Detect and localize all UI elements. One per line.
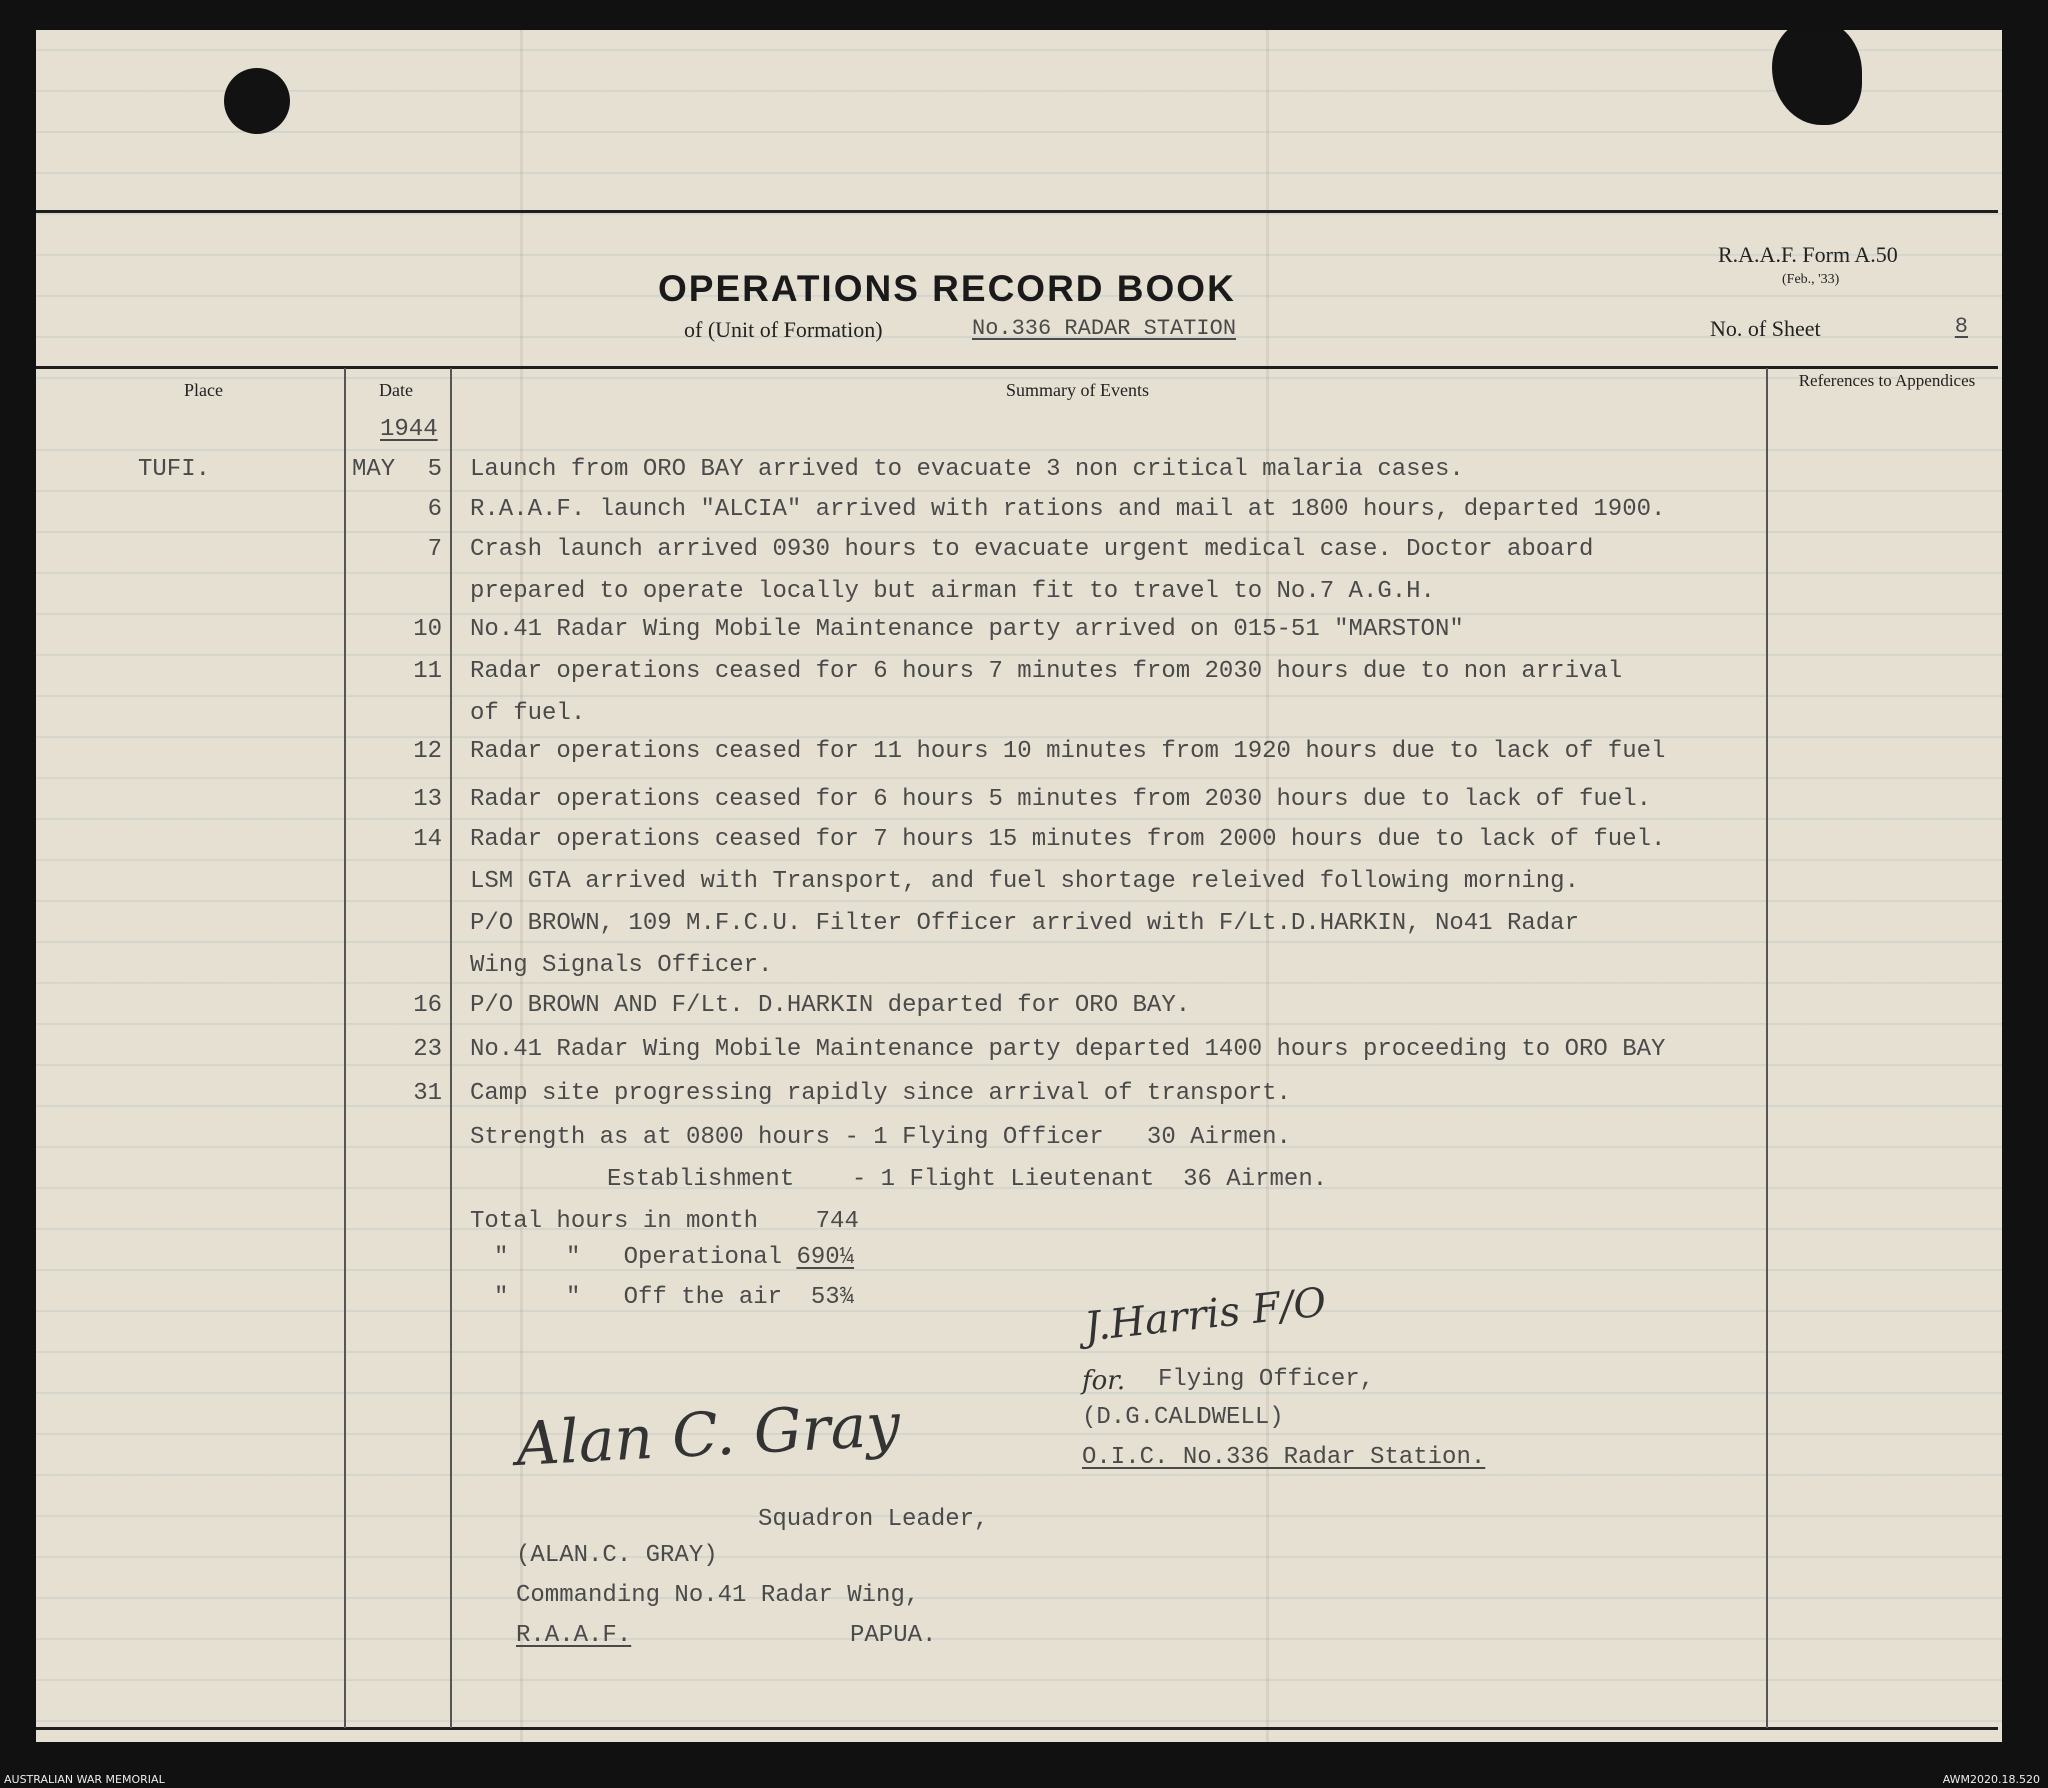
total-hours-line: Total hours in month 744 (470, 1208, 859, 1235)
caldwell-rank: Flying Officer, (1158, 1366, 1375, 1393)
column-header-references: References to Appendices (1798, 371, 1976, 390)
punch-hole-left (224, 68, 290, 134)
unit-value: No.336 RADAR STATION (972, 316, 1237, 341)
strength-line: Strength as at 0800 hours - 1 Flying Officer 30 Airmen. (470, 1124, 1291, 1151)
gray-name: (ALAN.C. GRAY) (516, 1542, 718, 1569)
entry-date: 7 (427, 536, 442, 563)
entry-text: Wing Signals Officer. (470, 952, 773, 979)
signature-caldwell: J.Harris F/O (1082, 1279, 1329, 1351)
entry-date: 6 (427, 496, 442, 523)
sheet-label: No. of Sheet (1710, 316, 1821, 341)
gray-title: Commanding No.41 Radar Wing, (516, 1582, 920, 1609)
entry-date: 10 (413, 616, 442, 643)
column-divider-summary (1766, 368, 1768, 1728)
caldwell-title: O.I.C. No.336 Radar Station. (1082, 1444, 1486, 1471)
form-name: R.A.A.F. Form A.50 (1718, 242, 1898, 267)
year: 1944 (380, 416, 438, 443)
entry-text: Radar operations ceased for 6 hours 5 minutes from 2030 hours due to lack of fuel. (470, 786, 1651, 813)
header-rule-bottom (36, 366, 1998, 369)
page-title: OPERATIONS RECORD BOOK (658, 268, 1236, 309)
footer-rule (36, 1727, 1998, 1730)
entry-text: Radar operations ceased for 11 hours 10 minutes from 1920 hours due to lack of fuel (470, 738, 1666, 765)
sheet-value: 8 (1954, 314, 1968, 339)
gray-rank: Squadron Leader, (758, 1506, 989, 1533)
operational-label: " " Operational (494, 1244, 797, 1271)
month: MAY (352, 456, 396, 483)
entry-text: Launch from ORO BAY arrived to evacuate 3 non critical malaria cases. (470, 456, 1464, 483)
entry-text: prepared to operate locally but airman fit to travel to No.7 A.G.H. (470, 578, 1435, 605)
entry-text: P/O BROWN AND F/Lt. D.HARKIN departed for ORO BAY. (470, 992, 1191, 1019)
entry-text: No.41 Radar Wing Mobile Maintenance party arrived on 015-51 "MARSTON" (470, 616, 1464, 643)
entry-text: Crash launch arrived 0930 hours to evacuate urgent medical case. Doctor aboard (470, 536, 1594, 563)
column-header-summary: Summary of Events (1006, 380, 1149, 400)
caldwell-name: (D.G.CALDWELL) (1082, 1404, 1284, 1431)
place: TUFI. (138, 456, 211, 483)
footer-right: AWM2020.18.520 (1942, 1773, 2040, 1786)
entry-date: 23 (413, 1036, 442, 1063)
entry-text: Radar operations ceased for 6 hours 7 minutes from 2030 hours due to non arrival (470, 658, 1623, 685)
header-rule-top (36, 210, 1998, 213)
entry-text: of fuel. (470, 700, 586, 727)
entry-date: 13 (413, 786, 442, 813)
unit-label: of (Unit of Formation) (684, 317, 883, 342)
entry-date: 11 (413, 658, 442, 685)
footer-left: AUSTRALIAN WAR MEMORIAL (4, 1773, 165, 1786)
entry-text: Camp site progressing rapidly since arrival of transport. (470, 1080, 1291, 1107)
entry-text: No.41 Radar Wing Mobile Maintenance party departed 1400 hours proceeding to ORO BAY (470, 1036, 1666, 1063)
operational-value: 690¼ (796, 1244, 855, 1271)
gray-org: R.A.A.F. (516, 1622, 632, 1649)
gray-org-line (516, 1622, 940, 1649)
entry-date: 5 (427, 456, 442, 483)
entry-date: 31 (413, 1080, 442, 1107)
establishment-line: Establishment - 1 Flight Lieutenant 36 Airmen. (607, 1166, 1328, 1193)
column-header-date: Date (379, 380, 413, 400)
column-header-place: Place (184, 380, 223, 400)
entry-text: P/O BROWN, 109 M.F.C.U. Filter Officer arrived with F/Lt.D.HARKIN, No41 Radar (470, 910, 1579, 937)
entry-text: Radar operations ceased for 7 hours 15 minutes from 2000 hours due to lack of fuel. (470, 826, 1666, 853)
form-date: (Feb., '33) (1782, 272, 1840, 287)
column-divider-place (344, 368, 346, 1728)
off-air-hours-line: " " Off the air 53¾ (494, 1284, 855, 1311)
punch-hole-right (1772, 30, 1862, 125)
column-divider-date (450, 368, 452, 1728)
entry-text: LSM GTA arrived with Transport, and fuel shortage releived following morning. (470, 868, 1579, 895)
entry-date: 14 (413, 826, 442, 853)
entry-text: R.A.A.F. launch "ALCIA" arrived with rations and mail at 1800 hours, departed 1900. (470, 496, 1666, 523)
gray-location: PAPUA. (850, 1622, 937, 1649)
entry-date: 12 (413, 738, 442, 765)
signature-for-prefix: for. (1082, 1366, 1126, 1396)
signature-gray: Alan C. Gray (514, 1389, 902, 1481)
record-sheet (36, 30, 2002, 1742)
operational-hours-line (494, 1244, 854, 1271)
entry-date: 16 (413, 992, 442, 1019)
